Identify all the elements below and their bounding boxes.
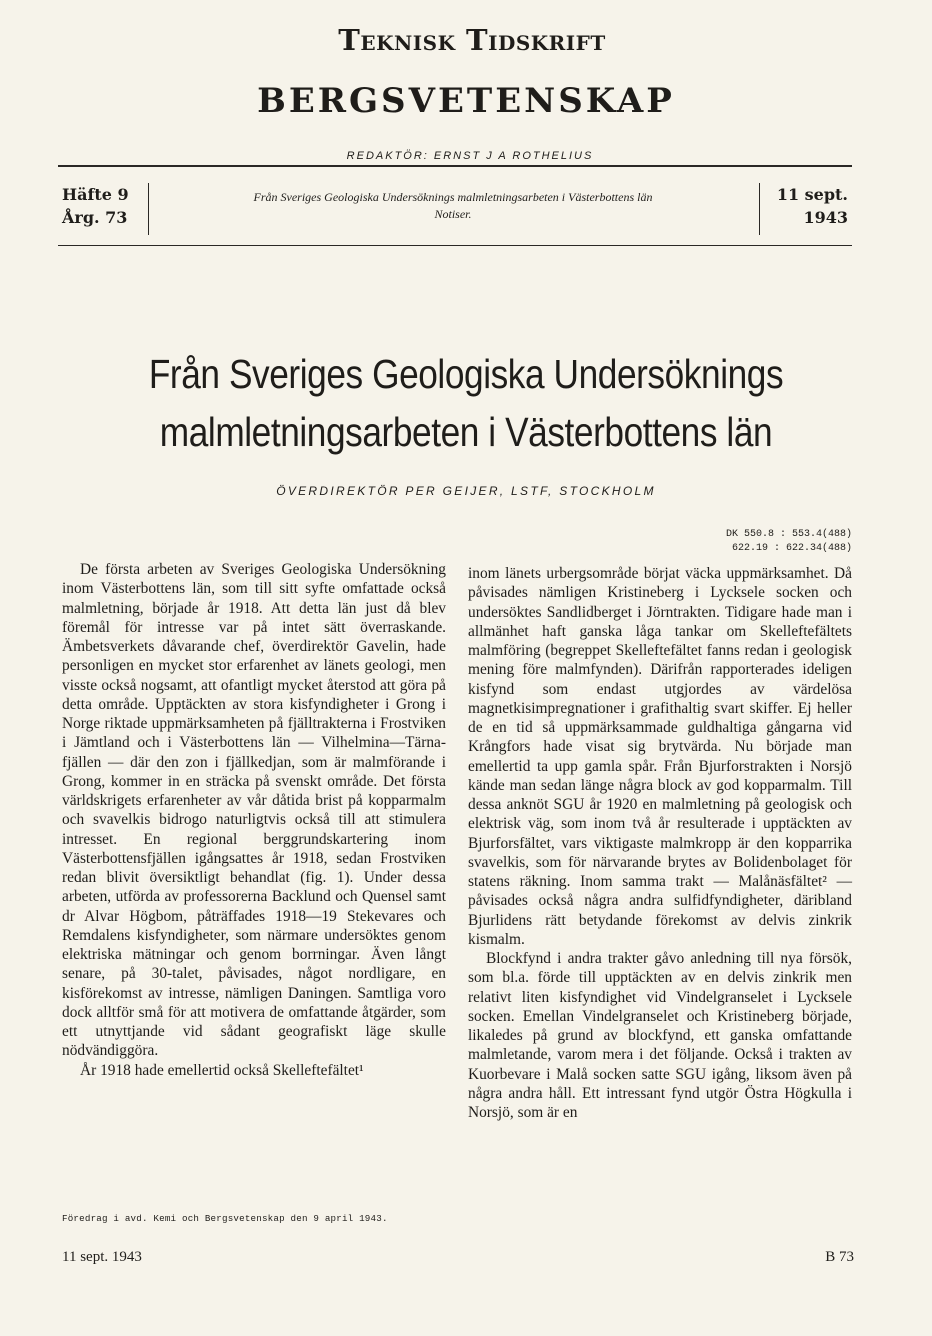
- paragraph: De första arbeten av Sveriges Geologiska Undersökning inom Västerbottens län, som till sitt syfte omfattade också malmletning, började år 1918. Att detta län just då blev föremål för intresse var på intet sätt överraskande. Ämbetsverkets dåvarande chef, överdirektör Gavelin, hade personligen en mycket stor erfarenhet av länets geologi, men visste också nogsamt, att ofantligt mycket återstod att göra på detta område. Upptäckten av stora kisfyndigheter i Grong i Norge riktade uppmärksamheten på fjälltrakterna i Frostviken i Jämtland och i Västerbottens län — Vilhelmina—Tärna-fjällen — där den zon i fjällkedjan, som är malmförande i Grong, kommer in en sträcka på svenskt område. Det första världskrigets erfarenheter av vår dåtida brist på kopparmalm och svavelkis bidrogo naturligtvis också till att stimulera intresset. En regional berggrundskartering inom Västerbottensfjällen igångsattes år 1918, sedan Frostviken redan blivit översiktligt behandlat (fig. 1). Under dessa arbeten, utförda av professorerna Backlund och Quensel samt dr Alvar Högbom, påträffades 1918—19 Stekevares och Remdalens kisfyndigheter, som närmare undersöktes genom elektriska mätningar och genom borrningar. Även långt senare, på 30-talet, påvisades, något nordligare, en kisförekomst av intresse, nämligen Daningen. Samtliga voro dock alltför små för att motivera de omfattande åtgärder, som ett utnyttjande vid sådant geografiskt läge skulle nödvändiggöra.: [62, 561, 446, 1060]
- footer-date: 11 sept. 1943: [62, 1249, 142, 1265]
- editor-line: REDAKTÖR: ERNST J A ROTHELIUS: [346, 150, 594, 162]
- toc-item: Från Sveriges Geologiska Undersöknings malmletningsarbeten i Västerbottens län: [253, 190, 653, 204]
- table-of-contents: [162, 189, 744, 223]
- paragraph: Blockfynd i andra trakter gåvo anledning till nya försök, som bl.a. förde till upptäckten av en delvis zinkrik men relativt liten kisfyndighet vid Vindelgranselet i Lycksele socken. Emellan Vindelgranselet och Kristineberg började, likaledes på grund av blockfynd, ett ganska omfattande malmletande, varom mera i det följande. Också i trakten av Kuorbevare i Malå socken satte SGU igång, liksom även på några andra håll. Ett intressant fynd utgör Östra Högkulla i Norsjö, som är en: [468, 950, 852, 1121]
- right-column: [468, 564, 852, 1122]
- article-author: ÖVERDIREKTÖR PER GEIJER, LSTF, STOCKHOLM: [276, 484, 656, 498]
- section-title: BERGSVETENSKAP: [257, 81, 675, 121]
- issue-year: 1943: [803, 208, 848, 227]
- page-number: B 73: [825, 1249, 854, 1265]
- article-title-line: Från Sveriges Geologiska Undersöknings: [148, 351, 784, 397]
- issue-number: Häfte 9: [62, 185, 129, 204]
- footnote: Föredrag i avd. Kemi och Bergsvetenskap den 9 april 1943.: [62, 1213, 388, 1224]
- issue-date: 11 sept.: [776, 185, 848, 204]
- volume-number: Årg. 73: [62, 208, 128, 227]
- article-title-line: malmletningsarbeten i Västerbottens län: [159, 409, 773, 455]
- article-title: [65, 345, 867, 461]
- journal-title: Teknisk Tidskrift: [338, 23, 606, 57]
- issue-number-block: [62, 183, 149, 235]
- paragraph: inom länets urbergsområde börjat väcka uppmärksamhet. Då påvisades nämligen Kristineberg i Lycksele socken och undersöktes Sandlidberget i Jörntrakten. Tidigare hade man i allmänhet haft ganska låga tankar om Skelleftefältets malmföring (begreppet Skelleftefältet fanns redan i geologisk mening före malmfynden). Därifrån rapporterades ideligen kisfynd som endast utgjordes av värdelösa magnetkisimpregnationer i grafithaltig svart skiffer. Ej heller de en tid så uppmärksammade guldhaltiga gångarna vid Krångfors hade visat sig brytvärda. Nu började man emellertid ta upp gamla spår. Från Bjurforstrakten i Norsjö kände man sedan länge några block av god kopparmalm. Till dessa anknöt SGU år 1920 en malmletning på geologisk och elektrisk väg, som inom två år resulterade i upptäckten av Bjurforsfältet, vars viktigaste malmkropp är den kopparrika svavelkis, som för närvarande brytes av Bolidenbolaget för statens räkning. Inom samma trakt — Malånäsfältet² — påvisades också några andra sulfidfyndigheter, däribland Bjurlidens rätt betydande förekomst av delvis zinkrik kismalm.: [468, 565, 852, 948]
- issue-band: [58, 165, 852, 246]
- dk-line: 622.19 : 622.34(488): [731, 543, 852, 554]
- dk-line: DK 550.8 : 553.4(488): [725, 529, 852, 540]
- toc-item: Notiser.: [434, 207, 472, 221]
- masthead: [0, 20, 932, 162]
- left-column: [62, 560, 446, 1080]
- dk-classification: [720, 528, 852, 556]
- issue-date-block: [759, 183, 848, 235]
- paragraph: År 1918 hade emellertid också Skelleftefältet¹: [80, 1061, 364, 1079]
